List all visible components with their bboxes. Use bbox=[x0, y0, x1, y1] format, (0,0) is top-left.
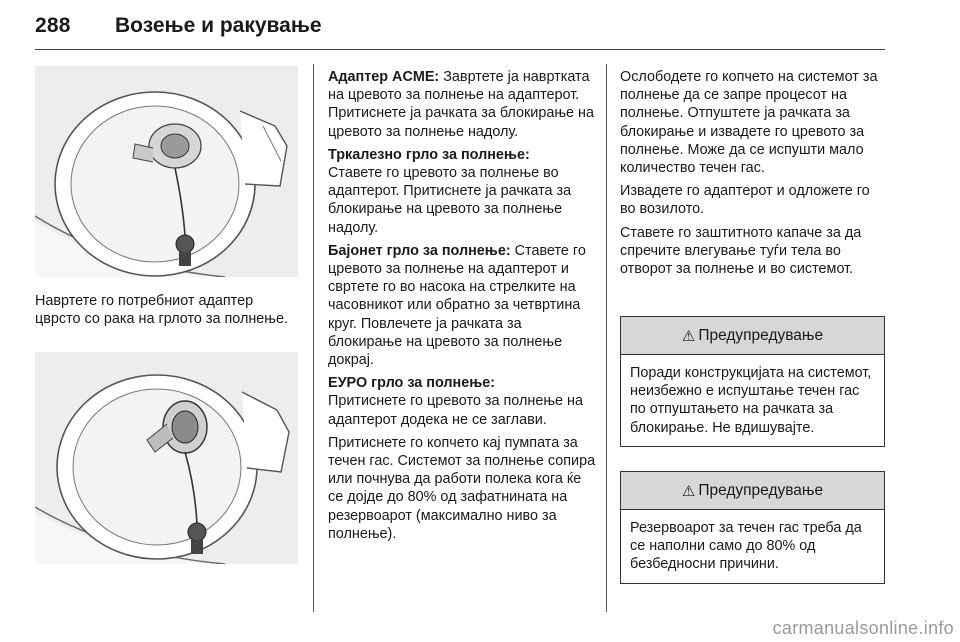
paragraph-pump: Притиснете го копчето кај пумпата за течен гас. Системот за полнење сопира или почнува да работи полека кога ќе се дојде до 80% од зафатнината на резервоарот (максимално ниво за полнење). bbox=[328, 434, 596, 542]
warning-triangle-icon: ⚠ bbox=[681, 482, 696, 500]
label-euro: ЕУРО грло за полнење: bbox=[328, 375, 496, 392]
text-round: Ставете го цревото за полнење во адаптерот. Притиснете ја рачката за блокирање на цревото за полнење надолу. bbox=[328, 165, 572, 236]
illustration-adapter-inserted bbox=[35, 352, 298, 564]
page-number: 288 bbox=[35, 14, 71, 37]
paragraph-euro bbox=[328, 374, 598, 429]
label-round: Тркалезно грло за полнење: bbox=[328, 146, 530, 163]
column-divider-left bbox=[313, 64, 314, 612]
warning-title-2: Предупредување bbox=[698, 481, 824, 499]
warning-box-1 bbox=[620, 316, 885, 447]
page-title: Возење и ракување bbox=[115, 14, 322, 37]
caption-text: Навртете го потребниот адаптер цврсто со рака на грлото за полнење. bbox=[35, 293, 289, 328]
warning-header-2 bbox=[621, 472, 884, 510]
text-acme: Завртете ја навртката на цревото за полнење на адаптерот. Притиснете ја рачката за блокирање на цревото за полнење надолу. bbox=[328, 69, 594, 140]
warning-header-1 bbox=[621, 317, 884, 355]
illustration-adapter-screwed bbox=[35, 66, 298, 277]
paragraph-bayonet bbox=[328, 242, 598, 369]
column-divider-right bbox=[606, 64, 607, 612]
warning-text-1: Поради конструкцијата на системот, неизбежно е испуштање течен гас по отпуштањето на рачката за блокирање. Не вдишувајте. bbox=[630, 365, 872, 436]
warning-triangle-icon: ⚠ bbox=[681, 327, 696, 345]
text-bayonet: Ставете го цревото за полнење на адаптерот и свртете го во насока на стрелките на часовникот или обратно за четвртина круг. Повлечете ја рачката за блокирање на цревото за полнење докрај. bbox=[328, 242, 586, 369]
middle-column bbox=[328, 68, 598, 548]
right-column bbox=[620, 68, 888, 283]
paragraph-acme bbox=[328, 68, 598, 141]
watermark: carmanualsonline.info bbox=[772, 618, 954, 638]
label-acme: Адаптер ACME: bbox=[328, 69, 440, 85]
page-header bbox=[35, 14, 885, 50]
left-caption bbox=[35, 292, 300, 333]
text-euro: Притиснете го цревото за полнење на адаптерот додека не се заглави. bbox=[328, 393, 583, 428]
paragraph-release: Ослободете го копчето на системот за полнење да се запре процесот на полнење. Отпуштете ја рачката за блокирање и извадете го цревото за полнење. Може да се испушти мало количество течен гас. bbox=[620, 69, 878, 177]
paragraph-round bbox=[328, 146, 598, 237]
paragraph-cap: Ставете го заштитното капаче за да спречите влегување туѓи тела во отворот за полнење и во системот. bbox=[620, 224, 862, 278]
paragraph-remove-adapter: Извадете го адаптерот и одложете го во возилото. bbox=[620, 183, 870, 218]
warning-text-2: Резервоарот за течен гас треба да се наполни само до 80% од безбедносни причини. bbox=[630, 520, 862, 573]
label-bayonet: Бајонет грло за полнење: bbox=[328, 242, 511, 259]
warning-title-1: Предупредување bbox=[698, 326, 824, 344]
warning-box-2 bbox=[620, 471, 885, 584]
